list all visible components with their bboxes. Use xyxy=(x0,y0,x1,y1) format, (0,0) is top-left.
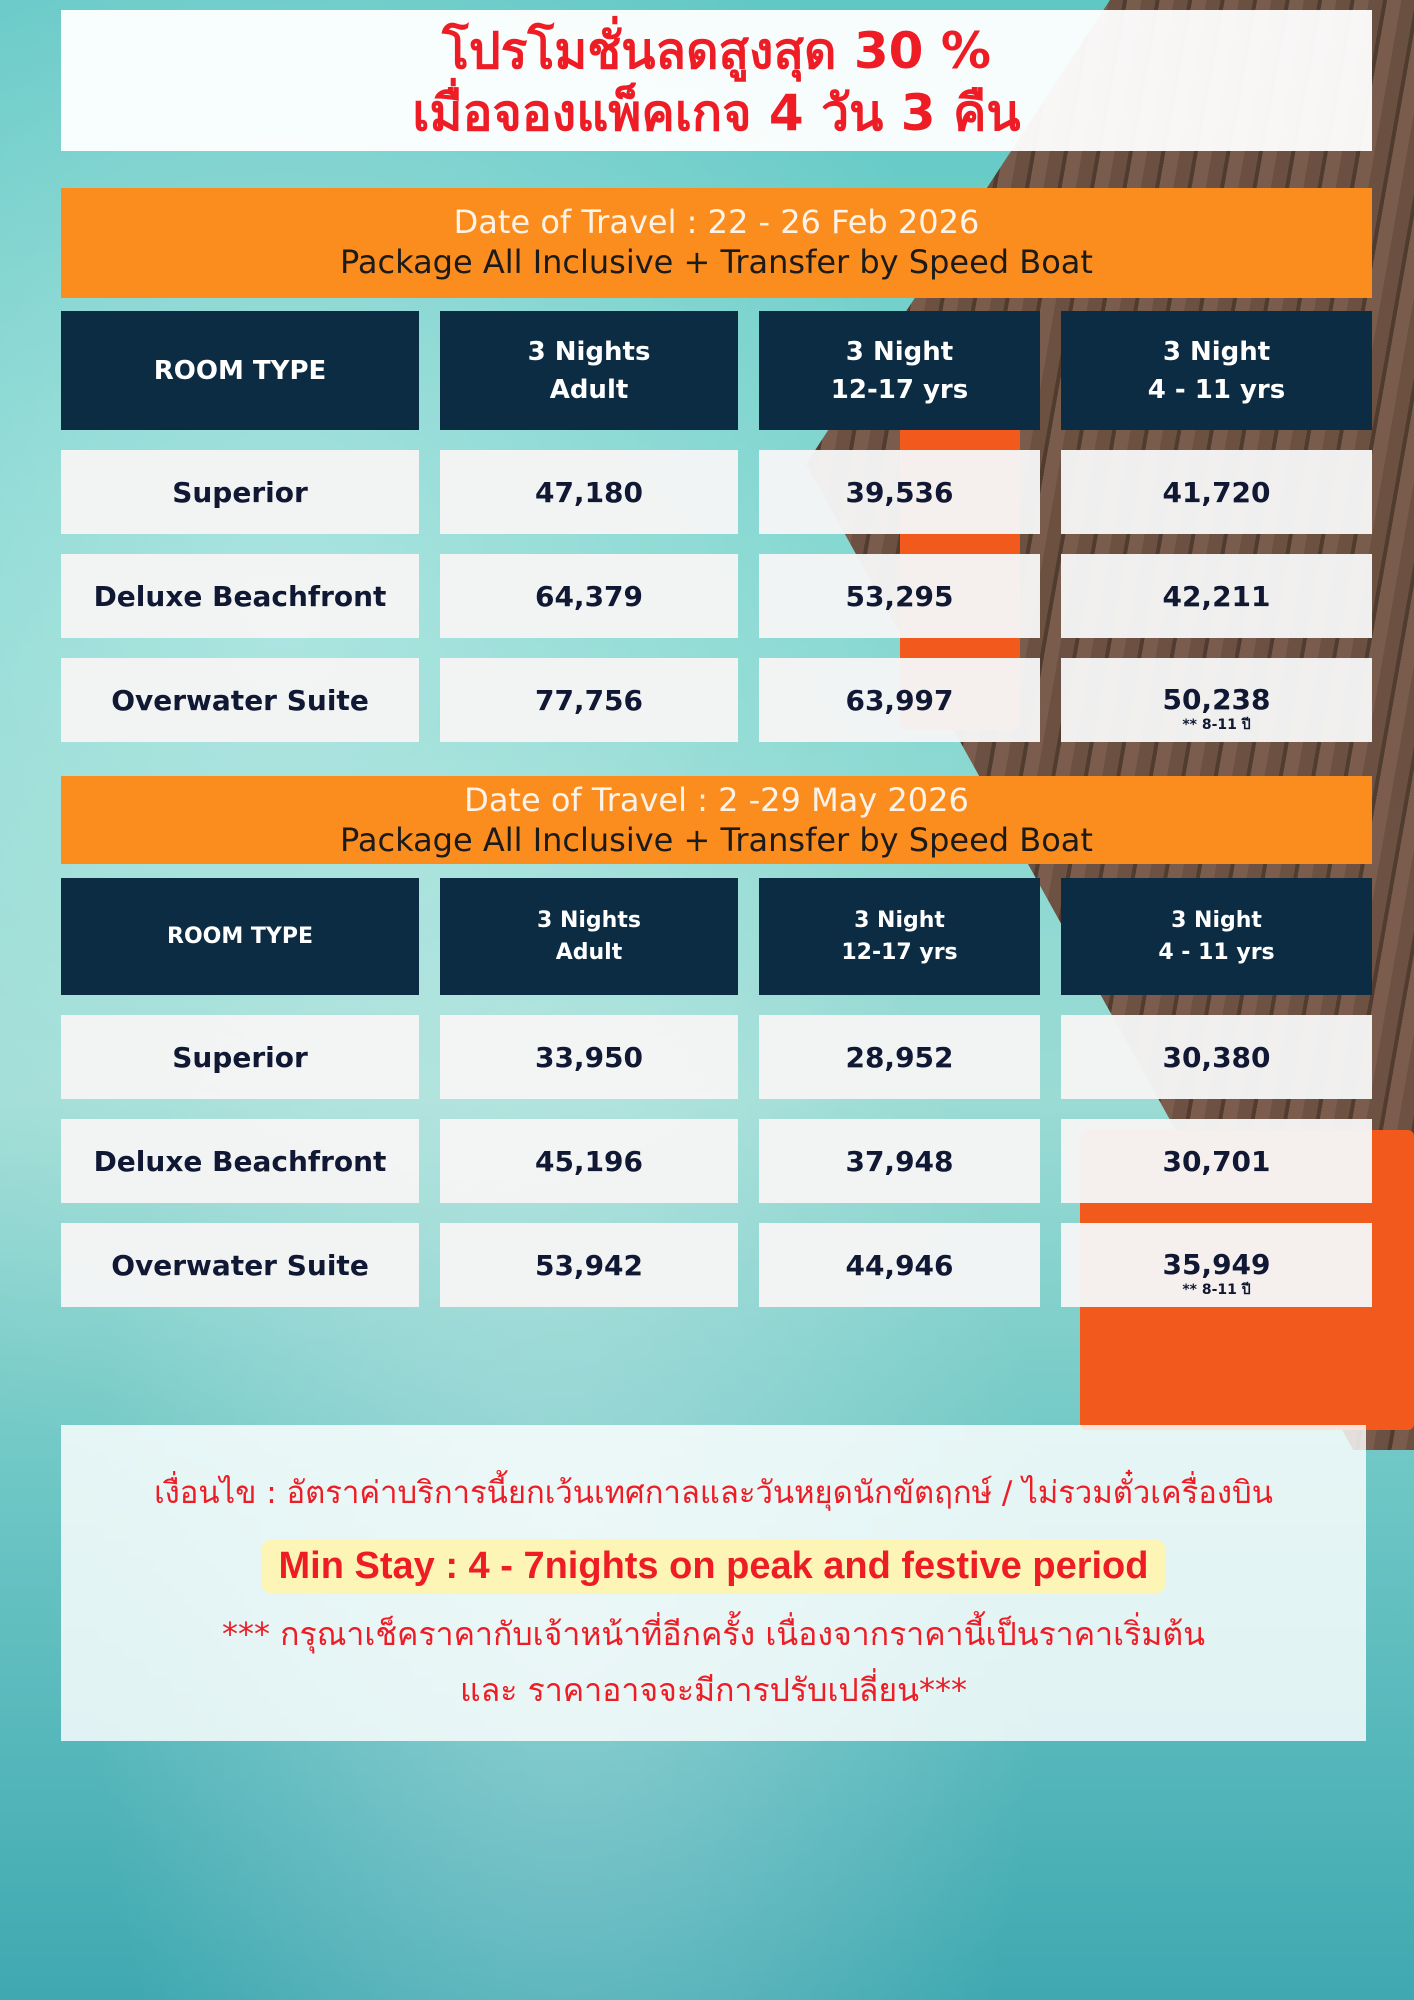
price-child: 30,701 xyxy=(1061,1119,1372,1203)
price-adult: 47,180 xyxy=(440,450,738,534)
price-teen: 28,952 xyxy=(759,1015,1040,1099)
price-child-cell xyxy=(1061,1223,1372,1307)
price-adult: 77,756 xyxy=(440,658,738,742)
age-note: ** 8-11 ปี xyxy=(1182,716,1251,733)
price-teen: 53,295 xyxy=(759,554,1040,638)
price-child: 35,949 xyxy=(1162,1247,1271,1281)
travel-date-banner xyxy=(61,776,1372,864)
room-name: Deluxe Beachfront xyxy=(61,1119,419,1203)
price-child: 30,380 xyxy=(1061,1015,1372,1099)
price-adult: 45,196 xyxy=(440,1119,738,1203)
header-room-type: ROOM TYPE xyxy=(61,878,419,995)
header-room-type: ROOM TYPE xyxy=(61,311,419,430)
travel-date: Date of Travel : 2 -29 May 2026 xyxy=(464,781,969,819)
conditions-text: เงื่อนไข : อัตราค่าบริการนี้ยกเว้นเทศกาลและวันหยุดนักขัตฤกษ์ / ไม่รวมตั๋วเครื่องบิน xyxy=(154,1475,1273,1511)
header-child: 3 Night 4 - 11 yrs xyxy=(1061,878,1372,995)
min-stay-notice: Min Stay : 4 - 7nights on peak and festive period xyxy=(261,1539,1167,1594)
header-teen: 3 Night 12-17 yrs xyxy=(759,311,1040,430)
header-teen: 3 Night 12-17 yrs xyxy=(759,878,1040,995)
header-adult: 3 Nights Adult xyxy=(440,878,738,995)
header-child: 3 Night 4 - 11 yrs xyxy=(1061,311,1372,430)
promo-title-line1: โปรโมชั่นลดสูงสุด 30 % xyxy=(442,22,991,80)
price-teen: 39,536 xyxy=(759,450,1040,534)
package-description: Package All Inclusive + Transfer by Speed Boat xyxy=(340,243,1093,281)
travel-date: Date of Travel : 22 - 26 Feb 2026 xyxy=(453,203,980,241)
price-child: 42,211 xyxy=(1061,554,1372,638)
price-child: 41,720 xyxy=(1061,450,1372,534)
price-teen: 44,946 xyxy=(759,1223,1040,1307)
price-disclaimer-line2: และ ราคาอาจจะมีการปรับเปลี่ยน*** xyxy=(460,1671,967,1709)
price-teen: 37,948 xyxy=(759,1119,1040,1203)
price-disclaimer-line1: *** กรุณาเช็คราคากับเจ้าหน้าที่อีกครั้ง เนื่องจากราคานี้เป็นราคาเริ่มต้น xyxy=(221,1615,1206,1653)
price-adult: 53,942 xyxy=(440,1223,738,1307)
promo-title-panel xyxy=(61,10,1372,151)
room-name: Superior xyxy=(61,1015,419,1099)
travel-date-banner xyxy=(61,188,1372,298)
age-note: ** 8-11 ปี xyxy=(1182,1281,1251,1298)
price-adult: 64,379 xyxy=(440,554,738,638)
package-description: Package All Inclusive + Transfer by Speed Boat xyxy=(340,821,1093,859)
price-teen: 63,997 xyxy=(759,658,1040,742)
price-child-cell xyxy=(1061,658,1372,742)
price-adult: 33,950 xyxy=(440,1015,738,1099)
room-name: Overwater Suite xyxy=(61,658,419,742)
promo-title-line2: เมื่อจองแพ็คเกจ 4 วัน 3 คืน xyxy=(412,84,1021,142)
conditions-panel xyxy=(61,1425,1366,1741)
room-name: Overwater Suite xyxy=(61,1223,419,1307)
room-name: Superior xyxy=(61,450,419,534)
header-adult: 3 Nights Adult xyxy=(440,311,738,430)
room-name: Deluxe Beachfront xyxy=(61,554,419,638)
price-child: 50,238 xyxy=(1162,682,1271,716)
